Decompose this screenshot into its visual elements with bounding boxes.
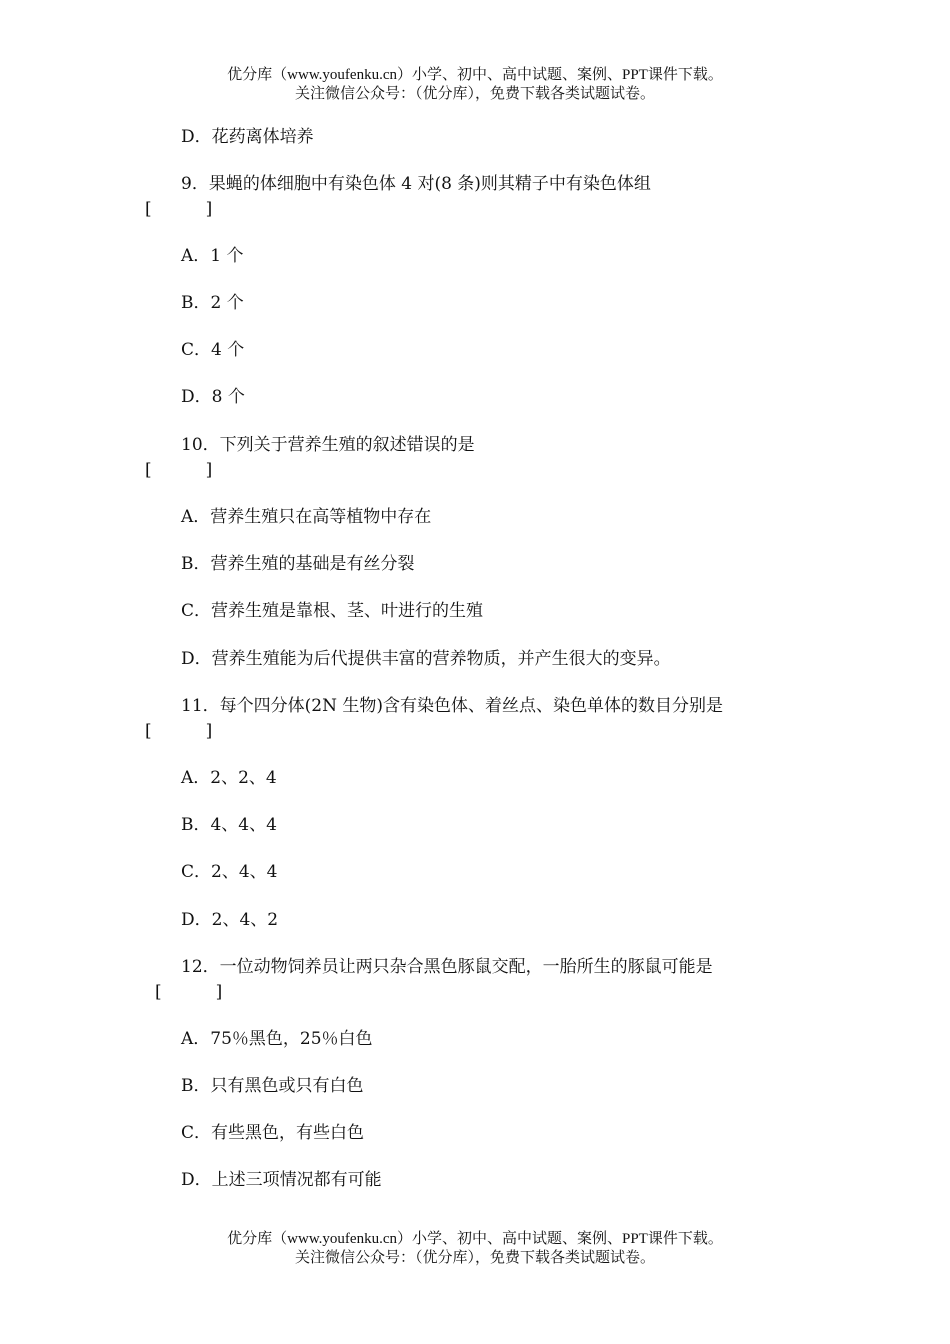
q10-option-c: C．营养生殖是靠根、茎、叶进行的生殖 — [181, 601, 484, 621]
q9-option-a: A．1 个 — [181, 246, 244, 266]
header-line-2: 关注微信公众号：（优分库），免费下载各类试题试卷。 — [294, 86, 655, 102]
q12-option-c: C．有些黑色，有些白色 — [181, 1123, 365, 1143]
footer-line-2: 关注微信公众号：（优分库），免费下载各类试题试卷。 — [294, 1250, 655, 1266]
page-header — [0, 66, 950, 104]
page-footer — [0, 1230, 950, 1268]
q11-option-c: C．2、4、4 — [181, 862, 278, 882]
header-line-1: 优分库（www.youfenku.cn）小学、初中、高中试题、案例、PPT课件下载。 — [227, 67, 723, 83]
q12-option-b: B．只有黑色或只有白色 — [181, 1076, 364, 1096]
q10-stem: 10．下列关于营养生殖的叙述错误的是 — [181, 435, 475, 455]
q9-option-d: D．8 个 — [181, 387, 245, 407]
q10-option-d: D．营养生殖能为后代提供丰富的营养物质，并产生很大的变异。 — [181, 649, 671, 669]
q9-answer-bracket: [ ] — [145, 199, 213, 219]
q10-option-a: A．营养生殖只在高等植物中存在 — [181, 507, 432, 527]
q11-answer-bracket: [ ] — [145, 721, 213, 741]
q11-option-d: D．2、4、2 — [181, 910, 279, 930]
q9-stem: 9．果蝇的体细胞中有染色体 4 对(8 条)则其精子中有染色体组 — [181, 174, 651, 194]
q11-option-a: A．2、2、4 — [181, 768, 277, 788]
q9-option-c: C．4 个 — [181, 340, 245, 360]
footer-line-1: 优分库（www.youfenku.cn）小学、初中、高中试题、案例、PPT课件下载。 — [227, 1231, 723, 1247]
q11-stem: 11．每个四分体(2N 生物)含有染色体、着丝点、染色单体的数目分别是 — [181, 696, 723, 716]
q10-answer-bracket: [ ] — [145, 460, 213, 480]
q10-option-b: B．营养生殖的基础是有丝分裂 — [181, 554, 415, 574]
q8-option-d: D．花药离体培养 — [181, 127, 314, 147]
q9-option-b: B．2 个 — [181, 293, 244, 313]
q11-option-b: B．4、4、4 — [181, 815, 277, 835]
q12-option-d: D．上述三项情况都有可能 — [181, 1170, 382, 1190]
q12-stem: 12．一位动物饲养员让两只杂合黑色豚鼠交配，一胎所生的豚鼠可能是 — [181, 957, 713, 977]
q12-option-a: A．75％黑色，25％白色 — [181, 1029, 373, 1049]
q12-answer-bracket: [ ] — [155, 982, 223, 1002]
